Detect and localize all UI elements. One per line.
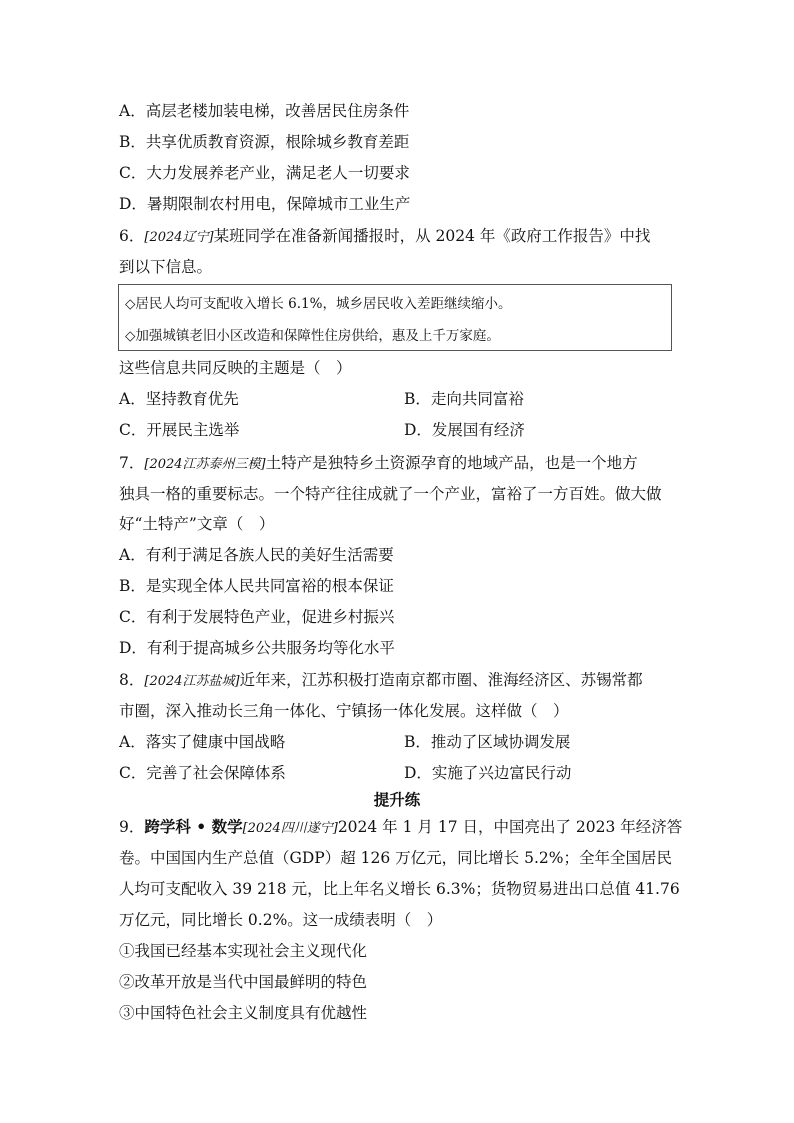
q6-options-row-2 bbox=[119, 420, 525, 440]
q7-stem-1: 土特产是独特乡土资源孕育的地域产品，也是一个地方 bbox=[265, 454, 638, 472]
q9-stem-1: 2024 年 1 月 17 日，中国亮出了 2023 年经济答 bbox=[337, 818, 683, 836]
q6-stem-1: 某班同学在准备新闻播报时，从 2024 年《政府工作报告》中找 bbox=[213, 227, 651, 245]
q8-source: [2024江苏盐城] bbox=[144, 674, 240, 689]
q7-stem-3: 好“土特产”文章（ ） bbox=[119, 515, 275, 533]
q5-option-a: A．高层老楼加装电梯，改善居民住房条件 bbox=[119, 102, 410, 120]
q8-stem-line-1 bbox=[119, 670, 643, 692]
q6-question: 这些信息共同反映的主题是（ ） bbox=[119, 359, 352, 377]
q7-number: 7． bbox=[119, 454, 145, 472]
q7-stem-2: 独具一格的重要标志。一个特产往往成就了一个产业，富裕了一方百姓。做大做 bbox=[119, 485, 662, 503]
q9-item-2: ②改革开放是当代中国最鲜明的特色 bbox=[119, 973, 368, 991]
q8-option-c: C．完善了社会保障体系 bbox=[119, 764, 286, 782]
q8-stem-1: 近年来，江苏积极打造南京都市圈、淮海经济区、苏锡常都 bbox=[239, 671, 643, 689]
q5-option-b: B．共享优质教育资源，根除城乡教育差距 bbox=[119, 133, 410, 151]
q9-stem-line-1 bbox=[119, 817, 682, 839]
q9-stem-4: 万亿元，同比增长 0.2%。这一成绩表明（ ） bbox=[119, 911, 443, 929]
q9-tag: 跨学科 • 数学 bbox=[144, 817, 243, 836]
q7-stem-line-1 bbox=[119, 453, 638, 475]
q8-options-row-1 bbox=[119, 732, 571, 752]
q6-info-1: ◇居民人均可支配收入增长 6.1%，城乡居民收入差距继续缩小。 bbox=[125, 296, 512, 312]
q6-options-row-1 bbox=[119, 389, 524, 409]
q6-option-a: A．坚持教育优先 bbox=[119, 390, 239, 408]
q5-option-d: D．暑期限制农村用电，保障城市工业生产 bbox=[119, 195, 411, 213]
q6-stem-2: 到以下信息。 bbox=[119, 258, 213, 276]
q7-source: [2024江苏泰州三模] bbox=[144, 457, 266, 472]
q8-option-d: D．实施了兴边富民行动 bbox=[404, 764, 572, 782]
q8-stem-2: 市圈，深入推动长三角一体化、宁镇扬一体化发展。这样做（ ） bbox=[119, 702, 569, 720]
q9-stem-2: 卷。中国国内生产总值（GDP）超 126 万亿元，同比增长 5.2%；全年全国居民 bbox=[119, 849, 672, 867]
q7-option-d: D．有利于提高城乡公共服务均等化水平 bbox=[119, 639, 395, 657]
q6-number: 6． bbox=[119, 227, 145, 245]
q8-number: 8． bbox=[119, 671, 145, 689]
q6-source: [2024辽宁] bbox=[144, 230, 214, 245]
q9-source: [2024四川遂宁] bbox=[242, 821, 338, 836]
section-title: 提升练 bbox=[373, 790, 421, 809]
q9-number: 9． bbox=[119, 818, 145, 836]
q5-option-c: C．大力发展养老产业，满足老人一切要求 bbox=[119, 164, 410, 182]
q6-info-2: ◇加强城镇老旧小区改造和保障性住房供给，惠及上千万家庭。 bbox=[125, 328, 500, 344]
q9-item-3: ③中国特色社会主义制度具有优越性 bbox=[119, 1004, 368, 1022]
q6-option-c: C．开展民主选举 bbox=[119, 421, 240, 439]
q7-option-b: B．是实现全体人民共同富裕的根本保证 bbox=[119, 577, 394, 595]
q6-option-b: B．走向共同富裕 bbox=[404, 390, 524, 408]
q9-item-1: ①我国已经基本实现社会主义现代化 bbox=[119, 942, 368, 960]
q7-option-c: C．有利于发展特色产业，促进乡村振兴 bbox=[119, 608, 395, 626]
q6-stem-line-1 bbox=[119, 226, 650, 248]
q8-options-row-2 bbox=[119, 763, 572, 783]
q8-option-a: A．落实了健康中国战略 bbox=[119, 733, 286, 751]
q9-stem-3: 人均可支配收入 39 218 元，比上年名义增长 6.3%；货物贸易进出口总值 41.76 bbox=[119, 880, 680, 898]
q7-option-a: A．有利于满足各族人民的美好生活需要 bbox=[119, 546, 394, 564]
q6-option-d: D．发展国有经济 bbox=[404, 421, 525, 439]
q6-info-box bbox=[118, 284, 672, 351]
q8-option-b: B．推动了区域协调发展 bbox=[404, 733, 571, 751]
